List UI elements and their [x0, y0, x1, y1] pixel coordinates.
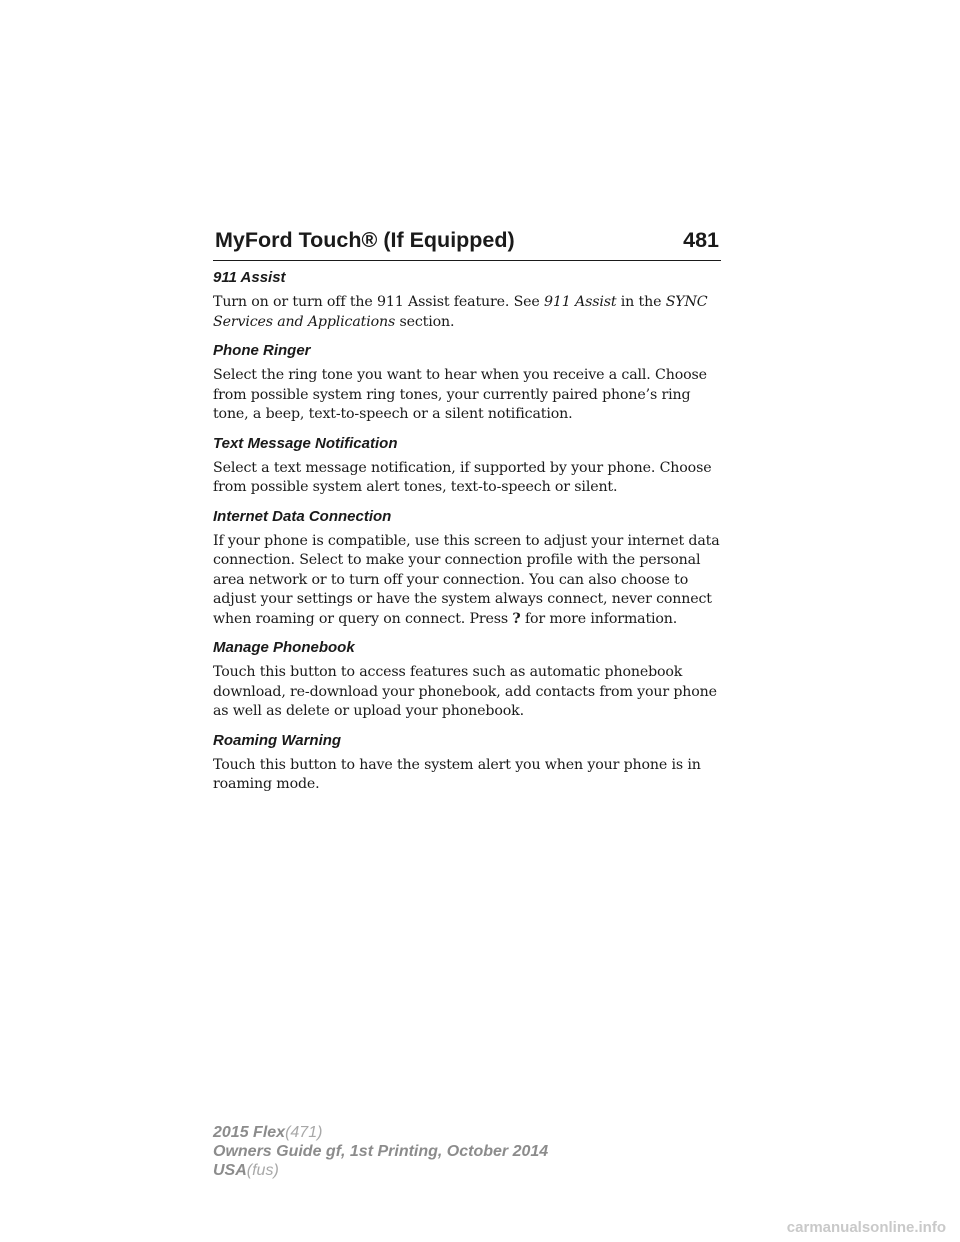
footer-line-model [213, 1123, 548, 1142]
section-heading: Phone Ringer [213, 342, 311, 359]
section-heading: Manage Phonebook [213, 639, 355, 656]
page-footer [213, 1123, 548, 1180]
footer-region: USA [213, 1162, 247, 1179]
section-internet-data-connection [213, 507, 723, 630]
section-body: Touch this button to access features such as automatic phonebook download, re-download your phonebook, add contacts from your phone as well as delete or upload your phonebook. [213, 664, 717, 719]
body-text: If your phone is compatible, use this screen to adjust your internet data connection. Select to make your connection profile with the personal area network or to turn off your connection. You can also choose to adjust your settings or have the system always connect, never connect when roaming or query on connect. Press [213, 532, 720, 627]
section-phone-ringer [213, 341, 723, 425]
section-911-assist [213, 268, 723, 332]
page-header [213, 224, 721, 261]
body-text: in the [616, 294, 666, 310]
section-body: Select the ring tone you want to hear when you receive a call. Choose from possible system ring tones, your currently paired phone’s ring tone, a beep, text-to-speech or a silent notification. [213, 367, 707, 422]
page-number: 481 [683, 228, 719, 252]
section-heading: Roaming Warning [213, 731, 342, 749]
footer-model-code: (471) [285, 1124, 323, 1141]
help-question-mark-icon: ? [512, 610, 521, 627]
footer-region-code: (fus) [246, 1162, 279, 1179]
body-text: section. [395, 313, 455, 330]
section-heading: 911 Assist [213, 269, 286, 286]
section-manage-phonebook [213, 638, 723, 722]
section-roaming-warning [213, 731, 723, 795]
cross-reference: 911 Assist [544, 294, 617, 310]
page-title: MyFord Touch® (If Equipped) [215, 228, 515, 252]
section-text-message-notification [213, 434, 723, 498]
body-text: for more information. [520, 610, 678, 627]
section-body [213, 532, 723, 630]
footer-line-edition: Owners Guide gf, 1st Printing, October 2014 [213, 1143, 549, 1160]
section-body: Select a text message notification, if supported by your phone. Choose from possible system alert tones, text-to-speech or silent. [213, 459, 712, 495]
footer-model: 2015 Flex [213, 1124, 286, 1141]
section-body: Touch this button to have the system alert you when your phone is in roaming mode. [213, 756, 701, 792]
footer-line-region [213, 1161, 548, 1180]
page-content [213, 268, 723, 804]
watermark: carmanualsonline.info [786, 1219, 946, 1236]
section-heading: Internet Data Connection [213, 507, 392, 525]
cross-reference: SYNC Services and Applications [213, 294, 708, 330]
section-heading: Text Message Notification [213, 434, 398, 452]
section-body [213, 293, 723, 332]
body-text: Turn on or turn off the 911 Assist feature. See [213, 294, 545, 310]
